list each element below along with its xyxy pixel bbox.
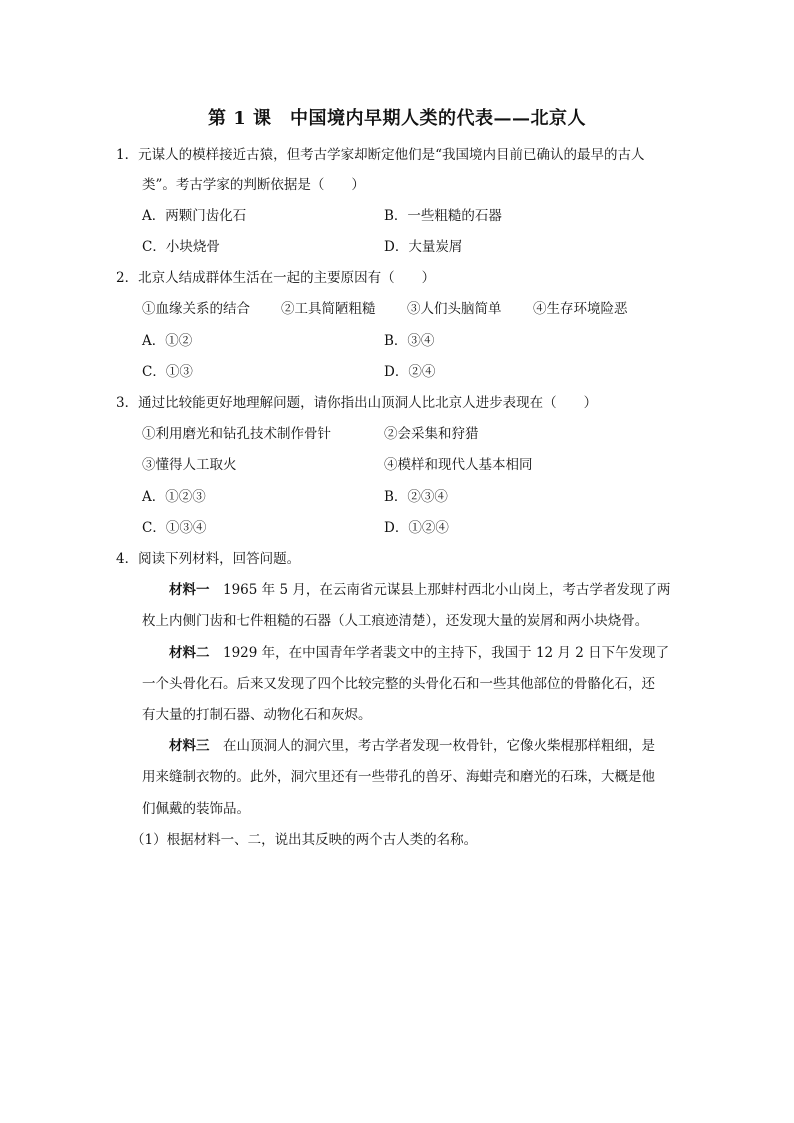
q3-statement-3: ③懂得人工取火 (142, 457, 237, 473)
material-2-text: 1929 年，在中国青年学者裴文中的主持下，我国于 12 月 2 日下午发现了 (209, 645, 670, 661)
material-3-line2: 用来缝制衣物的。此外，洞穴里还有一些带孔的兽牙、海蚶壳和磨光的石珠，大概是他 (142, 769, 655, 785)
q1-stem-line1: 1．元谋人的模样接近古猿，但考古学家却断定他们是“我国境内目前已确认的最早的古人 (116, 147, 645, 163)
material-2-label: 材料二 (169, 645, 210, 661)
material-3-line1 (169, 737, 655, 755)
q3-option-c: C．①③④ (142, 520, 207, 536)
q3-statement-2: ②会采集和狩猎 (384, 426, 479, 442)
q2-option-d: D．②④ (384, 364, 436, 380)
q1-option-c: C．小块烧骨 (142, 239, 220, 255)
q2-option-c: C．①③ (142, 364, 193, 380)
q2-statement-2: ②工具简陋粗糙 (281, 301, 376, 317)
q2-stem: 2．北京人结成群体生活在一起的主要原因有（ ） (116, 270, 436, 286)
material-1-label: 材料一 (169, 582, 210, 598)
q2-option-a: A．①② (142, 333, 193, 349)
material-3-text: 在山顶洞人的洞穴里，考古学者发现一枚骨针，它像火柴棍那样粗细，是 (209, 738, 655, 754)
lesson-title: 第 1 课 中国境内早期人类的代表——北京人 (207, 108, 587, 129)
q3-option-a: A．①②③ (142, 489, 206, 505)
q3-option-b: B．②③④ (384, 489, 448, 505)
q2-statement-1: ①血缘关系的结合 (142, 301, 250, 317)
material-1-line1 (169, 581, 670, 599)
material-1-line2: 枚上内侧门齿和七件粗糙的石器（人工痕迹清楚），还发现大量的炭屑和两小块烧骨。 (142, 613, 649, 629)
q1-option-a: A．两颗门齿化石 (142, 208, 247, 224)
q1-stem-line2: 类”。考古学家的判断依据是（ ） (142, 177, 365, 193)
q2-statement-3: ③人们头脑简单 (407, 301, 502, 317)
material-2-line2: 一个头骨化石。后来又发现了四个比较完整的头骨化石和一些其他部位的骨骼化石，还 (142, 676, 655, 692)
q4-subquestion-1: （1）根据材料一、二，说出其反映的两个古人类的名称。 (131, 832, 478, 848)
q2-option-b: B．③④ (384, 333, 435, 349)
material-3-line3: 们佩戴的装饰品。 (142, 801, 250, 817)
material-1-text: 1965 年 5 月，在云南省元谋县上那蚌村西北小山岗上，考古学者发现了两 (209, 582, 671, 598)
q4-stem: 4．阅读下列材料，回答问题。 (116, 551, 301, 567)
q3-stem: 3．通过比较能更好地理解问题，请你指出山顶洞人比北京人进步表现在（ ） (116, 395, 598, 411)
material-3-label: 材料三 (169, 738, 210, 754)
q2-statement-4: ④生存环境险恶 (533, 301, 628, 317)
q3-statement-1: ①利用磨光和钻孔技术制作骨针 (142, 426, 331, 442)
material-2-line1 (169, 644, 669, 662)
q3-option-d: D．①②④ (384, 520, 449, 536)
q1-option-d: D．大量炭屑 (384, 239, 463, 255)
q3-statement-4: ④模样和现代人基本相同 (384, 457, 533, 473)
q1-option-b: B．一些粗糙的石器 (384, 208, 502, 224)
material-2-line3: 有大量的打制石器、动物化石和灰烬。 (142, 707, 372, 723)
